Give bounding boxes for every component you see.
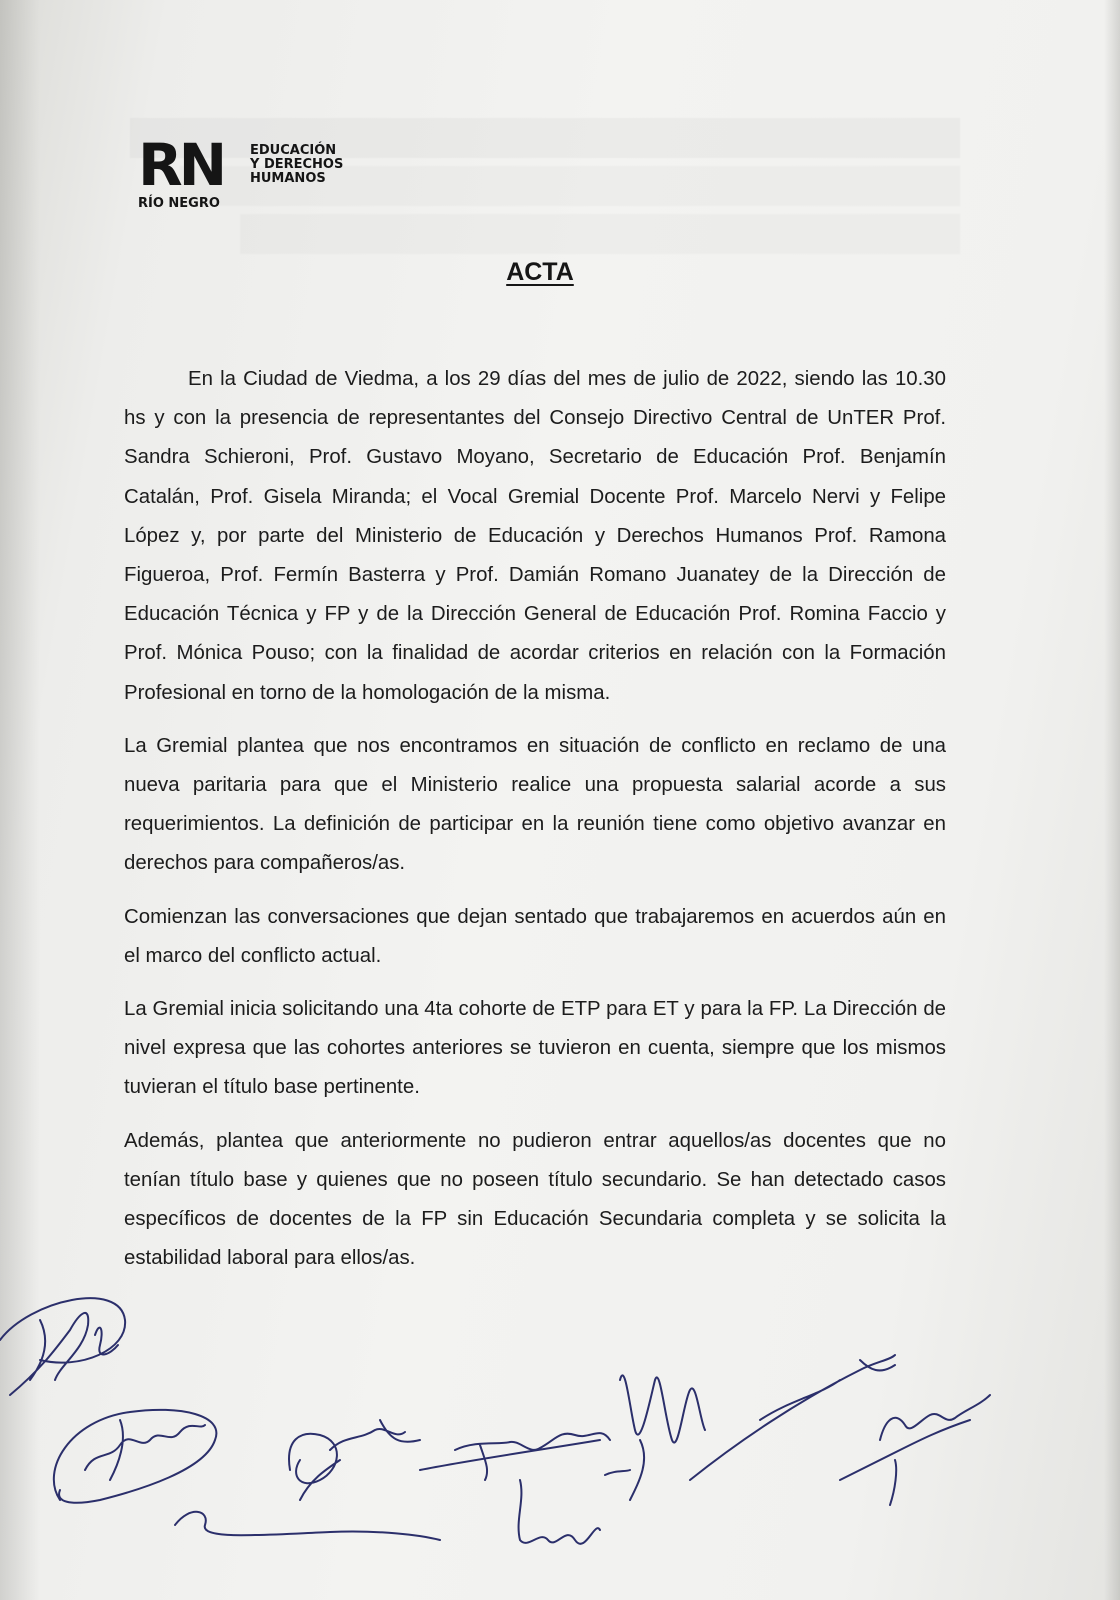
- signature-2: [54, 1410, 217, 1503]
- signature-7: [840, 1395, 990, 1505]
- logo-ministry: [250, 144, 343, 186]
- rio-negro-logo: [138, 131, 368, 226]
- paragraph: La Gremial plantea que nos encontramos en situación de conflicto en reclamo de una nueva paritaria para que el Ministerio realice una propuesta salarial acorde a sus requerimientos. La definición de participar en la reunión tiene como objetivo avanzar en derechos para compañeros/as.: [124, 734, 946, 875]
- signature-3: [175, 1420, 440, 1540]
- document-title: ACTA: [506, 258, 574, 286]
- page-shadow: [0, 0, 40, 1600]
- logo-line: EDUCACIÓN: [250, 143, 337, 158]
- page-edge: [1104, 0, 1120, 1600]
- paragraph: Comienzan las conversaciones que dejan sentado que trabajaremos en acuerdos aún en el marco del conflicto actual.: [124, 905, 946, 967]
- signature-4: [420, 1433, 610, 1544]
- signature-6: [690, 1355, 895, 1480]
- paragraph: La Gremial inicia solicitando una 4ta cohorte de ETP para ET y para la FP. La Dirección de nivel expresa que las cohortes anteriores se tuvieron en cuenta, siempre que los mismos tuvieran el título base pertinente.: [124, 998, 946, 1099]
- logo-region: RÍO NEGRO: [138, 196, 220, 211]
- paragraph: Además, plantea que anteriormente no pudieron entrar aquellos/as docentes que no tenían título base y quienes que no poseen título secundario. Se han detectado casos específicos de docentes de la FP sin Educación Secundaria completa y se solicita la estabilidad laboral para ellos/as.: [124, 1129, 946, 1270]
- signature-5: [605, 1375, 705, 1500]
- document-body: [124, 360, 946, 1292]
- logo-line: HUMANOS: [250, 171, 326, 186]
- logo-mark: RN: [138, 131, 224, 199]
- paragraph: En la Ciudad de Viedma, a los 29 días del mes de julio de 2022, siendo las 10.30 hs y con la presencia de representantes del Consejo Directivo Central de UnTER Prof. Sandra Schieroni, Prof. Gustavo Moyano, Secretario de Educación Prof. Benjamín Catalán, Prof. Gisela Miranda; el Vocal Gremial Docente Prof. Marcelo Nervi y Felipe López y, por parte del Ministerio de Educación y Derechos Humanos Prof. Ramona Figueroa, Prof. Fermín Basterra y Prof. Damián Romano Juanatey de la Dirección de Educación Técnica y FP y de la Dirección General de Educación Prof. Romina Faccio y Prof. Mónica Pouso; con la finalidad de acordar criterios en relación con la Formación Profesional en torno de la homologación de la misma.: [124, 368, 946, 704]
- logo-line: Y DERECHOS: [250, 157, 344, 172]
